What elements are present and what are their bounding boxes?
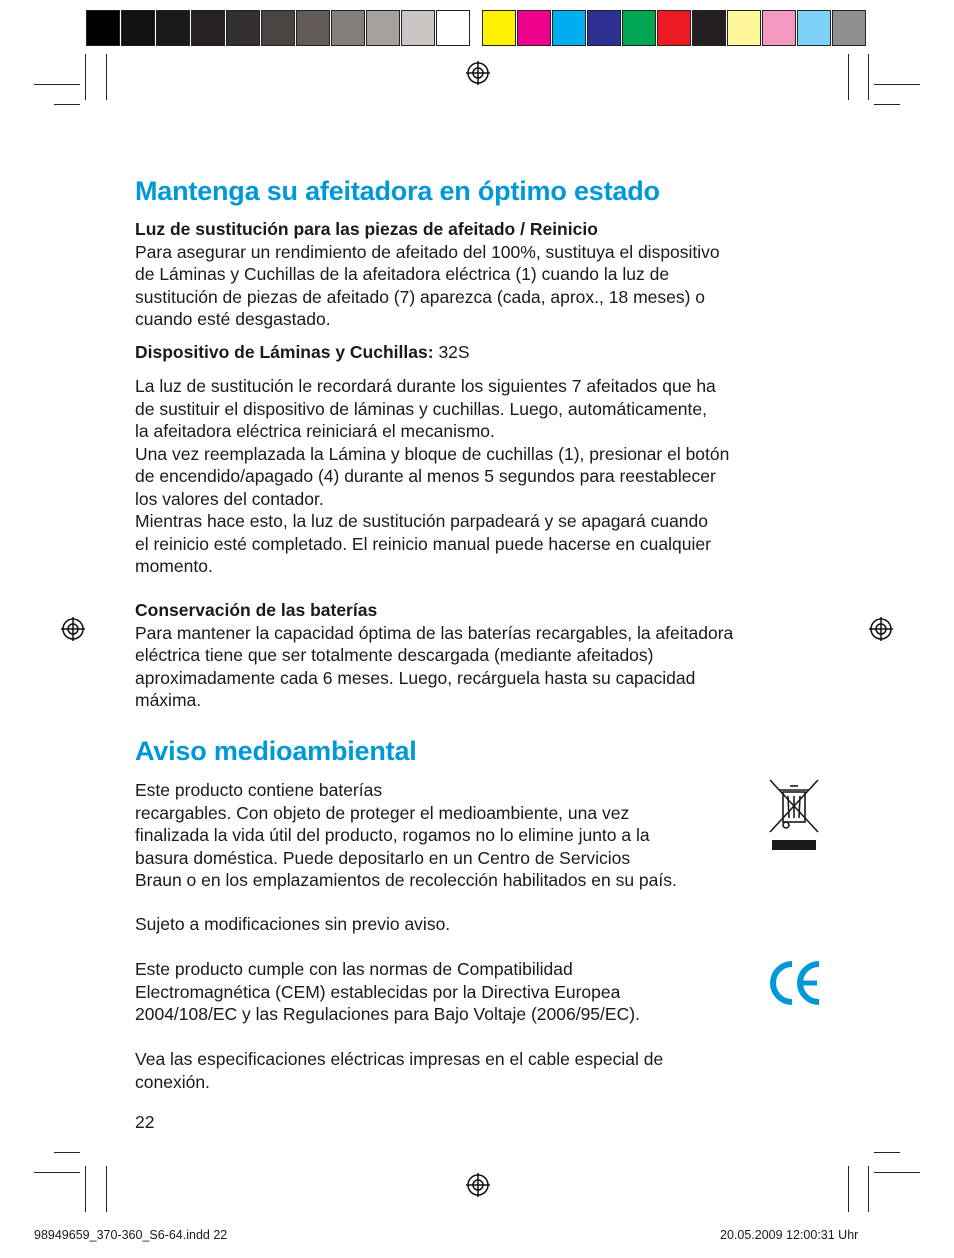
crop-mark <box>106 54 107 100</box>
specs-block <box>135 1048 825 1093</box>
para2-line: de sustituir el dispositivo de láminas y cuchillas. Luego, automáticamente, <box>135 398 707 419</box>
color-swatch <box>482 10 516 46</box>
color-swatch <box>366 10 400 46</box>
specs-line: Vea las especificaciones eléctricas impresas en el cable especial de <box>135 1049 664 1069</box>
device-line <box>135 341 825 364</box>
subject-line: Sujeto a modificaciones sin previo aviso. <box>135 914 451 934</box>
device-value: 32S <box>438 342 470 362</box>
compliance-line: 2004/108/EC y las Regulaciones para Bajo Voltaje (2006/95/EC). <box>135 1004 640 1024</box>
para2-line: Mientras hace esto, la luz de sustitución parpadeará y se apagará cuando <box>135 511 708 531</box>
sub2-line: eléctrica tiene que ser totalmente descargada (mediante afeitados) <box>135 645 654 665</box>
color-swatch <box>657 10 691 46</box>
para2-line: La luz de sustitución le recordará durante los siguientes 7 afeitados que ha <box>135 376 716 396</box>
crop-mark <box>874 84 920 85</box>
battery-block <box>135 599 825 712</box>
crop-mark <box>54 1152 80 1153</box>
env-line: Braun o en los emplazamientos de recolección habilitados en su país. <box>135 870 677 890</box>
env-line: basura doméstica. Puede depositarlo en un Centro de Servicios <box>135 847 631 868</box>
crop-mark <box>848 54 849 100</box>
section-title-environment: Aviso medioambiental <box>135 736 417 766</box>
subsection-title: Conservación de las baterías <box>135 600 378 620</box>
ce-mark-icon <box>768 958 824 1008</box>
crop-mark <box>106 1166 107 1212</box>
registration-mark-icon <box>466 61 490 85</box>
para2-line: el reinicio esté completado. El reinicio manual puede hacerse en cualquier <box>135 533 711 554</box>
sub2-line: Para mantener la capacidad óptima de las baterías recargables, la afeitadora <box>135 622 734 643</box>
color-swatch <box>121 10 155 46</box>
color-swatch <box>587 10 621 46</box>
crop-mark <box>848 1166 849 1212</box>
device-label: Dispositivo de Láminas y Cuchillas: <box>135 342 434 362</box>
para2-line: de encendido/apagado (4) durante al menos 5 segundos para reestablecer <box>135 466 716 486</box>
sub1-line: cuando esté desgastado. <box>135 309 331 329</box>
color-swatch <box>156 10 190 46</box>
color-swatch <box>436 10 470 46</box>
color-swatch <box>517 10 551 46</box>
color-swatch <box>86 10 120 46</box>
subject-to-change <box>135 913 825 936</box>
crop-mark <box>34 84 80 85</box>
color-swatch <box>622 10 656 46</box>
crop-mark <box>874 104 900 105</box>
crop-mark <box>868 1166 869 1212</box>
gray-swatch-bar <box>86 10 471 46</box>
color-swatch <box>727 10 761 46</box>
crop-mark <box>874 1152 900 1153</box>
registration-mark-icon <box>466 1173 490 1197</box>
section-title-maintenance: Mantenga su afeitadora en óptimo estado <box>135 176 660 206</box>
color-swatch-bar <box>482 10 867 46</box>
color-swatch <box>261 10 295 46</box>
color-swatch <box>692 10 726 46</box>
color-swatch <box>401 10 435 46</box>
compliance-block <box>135 958 825 1026</box>
color-swatch <box>832 10 866 46</box>
page-number-text: 22 <box>135 1112 155 1132</box>
crop-mark <box>868 54 869 100</box>
env-line: finalizada la vida útil del producto, rogamos no lo elimine junto a la <box>135 825 650 845</box>
weee-crossed-bin-icon <box>768 778 820 852</box>
sub2-line: aproximadamente cada 6 meses. Luego, recárguela hasta su capacidad <box>135 667 696 688</box>
footer-date: 20.05.2009 12:00:31 Uhr <box>720 1228 859 1242</box>
para2-line: los valores del contador. <box>135 488 324 509</box>
subsection-title: Luz de sustitución para las piezas de afeitado / Reinicio <box>135 219 598 239</box>
sub1-line: sustitución de piezas de afeitado (7) aparezca (cada, aprox., 18 meses) o <box>135 286 706 307</box>
specs-line: conexión. <box>135 1071 210 1092</box>
registration-mark-icon <box>869 617 893 641</box>
sub1-line: de Láminas y Cuchillas de la afeitadora eléctrica (1) cuando la luz de <box>135 264 670 284</box>
footer-file: 98949659_370-360_S6-64.indd 22 <box>34 1228 228 1242</box>
crop-mark <box>85 1166 86 1212</box>
compliance-line: Electromagnética (CEM) establecidas por la Directiva Europea <box>135 981 621 1002</box>
color-swatch <box>226 10 260 46</box>
color-swatch <box>762 10 796 46</box>
color-swatch <box>331 10 365 46</box>
replacement-light-block <box>135 218 825 331</box>
color-swatch <box>296 10 330 46</box>
para2-line: Una vez reemplazada la Lámina y bloque de cuchillas (1), presionar el botón <box>135 443 730 464</box>
sub2-line: máxima. <box>135 690 202 710</box>
crop-mark <box>54 104 80 105</box>
environment-block <box>135 779 825 892</box>
color-swatch <box>797 10 831 46</box>
reset-instructions <box>135 375 825 578</box>
color-swatch <box>552 10 586 46</box>
color-swatch <box>191 10 225 46</box>
registration-mark-icon <box>61 617 85 641</box>
env-line: recargables. Con objeto de proteger el medioambiente, una vez <box>135 802 630 823</box>
sub1-line: Para asegurar un rendimiento de afeitado del 100%, sustituya el dispositivo <box>135 241 720 262</box>
para2-line: momento. <box>135 556 213 576</box>
crop-mark <box>874 1172 920 1173</box>
compliance-line: Este producto cumple con las normas de Compatibilidad <box>135 959 573 979</box>
crop-mark <box>85 54 86 100</box>
page-number <box>135 1111 825 1134</box>
para2-line: la afeitadora eléctrica reiniciará el mecanismo. <box>135 421 495 441</box>
crop-mark <box>34 1172 80 1173</box>
env-line: Este producto contiene baterías <box>135 780 383 800</box>
